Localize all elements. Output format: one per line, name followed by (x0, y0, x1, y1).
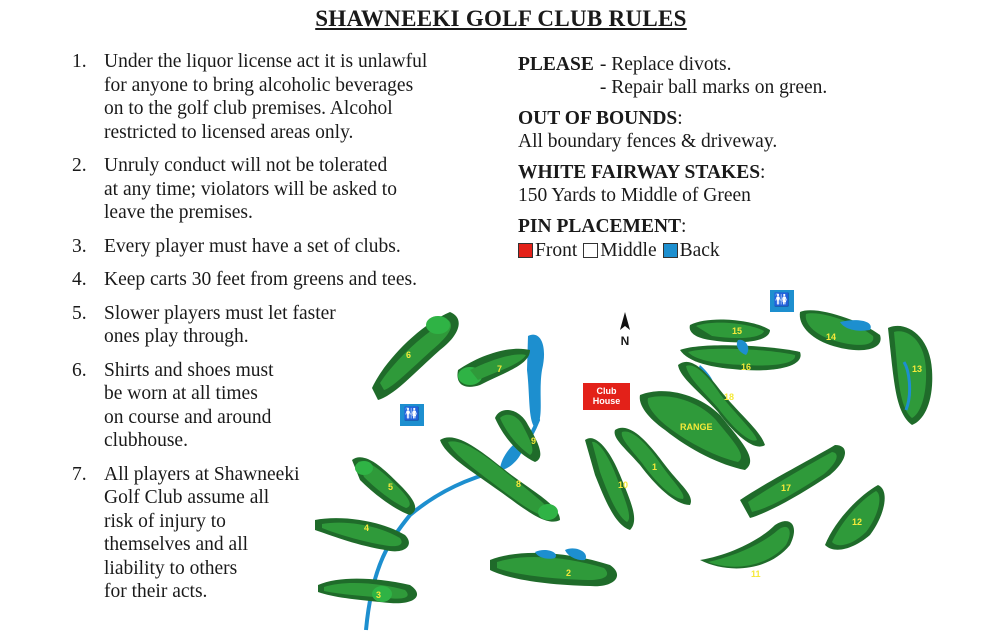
stakes-section: WHITE FAIRWAY STAKES: 150 Yards to Middle of Green (518, 161, 998, 207)
hole-label-8: 8 (516, 479, 522, 489)
range-label: RANGE (680, 422, 713, 432)
rule-number: 7. (72, 463, 87, 485)
hole-label-12: 12 (852, 517, 863, 527)
stakes-text: 150 Yards to Middle of Green (518, 185, 751, 206)
rule-text: Slower players must let faster ones play through. (104, 302, 336, 347)
rule-number: 4. (72, 269, 87, 290)
hole-2 (490, 548, 617, 586)
hole-label-6: 6 (406, 350, 412, 360)
hole-14 (800, 310, 881, 350)
hole-5 (352, 457, 415, 515)
hole-13 (888, 326, 932, 425)
rule-text: Every player must have a set of clubs. (104, 235, 401, 257)
out-of-bounds-text: All boundary fences & driveway. (518, 131, 778, 152)
page-title: SHAWNEEKI GOLF CLUB RULES (315, 6, 687, 31)
restroom-icon: 🚻 (400, 404, 424, 426)
hole-3 (318, 579, 417, 604)
pond-9 (527, 335, 544, 428)
rule-number: 6. (72, 359, 87, 381)
hole-label-15: 15 (732, 326, 743, 336)
hole-15 (690, 320, 770, 343)
hole-7 (457, 349, 530, 387)
please-lines: - Replace divots. - Repair ball marks on green. (599, 54, 828, 98)
hole-label-5: 5 (388, 482, 394, 492)
pin-section: PIN PLACEMENT: Front Middle Back (518, 215, 998, 262)
hole-label-17: 17 (781, 483, 792, 493)
hole-label-13: 13 (912, 364, 923, 374)
rule-number: 2. (72, 155, 87, 176)
rule-text: Keep carts 30 feet from greens and tees. (104, 269, 417, 290)
rule-text: Shirts and shoes must be worn at all times on course and around clubhouse. (104, 359, 274, 451)
please-heading: PLEASE (518, 54, 594, 75)
hole-label-10: 10 (618, 480, 629, 490)
hole-label-16: 16 (741, 362, 752, 372)
stakes-heading: WHITE FAIRWAY STAKES (518, 162, 761, 183)
hole-17 (740, 445, 845, 518)
legend-back-label: Back (679, 240, 720, 261)
rule-number: 1. (72, 51, 87, 72)
hole-8 (440, 437, 560, 521)
hole-label-7: 7 (497, 364, 503, 374)
pin-heading: PIN PLACEMENT (518, 216, 682, 237)
restroom-icon: 🚻 (770, 290, 794, 312)
hole-label-14: 14 (826, 332, 837, 342)
hole-4 (315, 518, 409, 551)
hole-label-18: 18 (724, 392, 735, 402)
north-label: N (620, 334, 630, 348)
hole-6 (372, 312, 459, 400)
clubhouse-marker: Club House (583, 383, 630, 410)
north-arrow-icon (620, 312, 630, 330)
hole-label-11: 11 (751, 569, 761, 579)
rule-number: 5. (72, 302, 87, 324)
hole-label-3: 3 (376, 590, 382, 600)
hole-label-2: 2 (566, 568, 572, 578)
legend-middle-label: Middle (600, 240, 657, 261)
legend-front-label: Front (535, 240, 578, 261)
out-of-bounds-section: OUT OF BOUNDS: All boundary fences & driveway. (518, 107, 998, 153)
hole-11 (700, 521, 794, 568)
rule-text: Unruly conduct will not be tolerated at any time; violators will be asked to leave the premises. (104, 155, 397, 223)
hole-label-1: 1 (652, 462, 658, 472)
rule-text: Under the liquor license act it is unlawful for anyone to bring alcoholic beverages on to the golf club premises. Alcohol restricted to licensed areas only. (104, 51, 428, 143)
hole-label-4: 4 (364, 523, 370, 533)
rule-text: All players at Shawneeki Golf Club assume all risk of injury to themselves and all liability to others for their acts. (104, 463, 300, 602)
out-of-bounds-heading: OUT OF BOUNDS (518, 108, 678, 129)
rule-number: 3. (72, 235, 87, 257)
hole-label-9: 9 (531, 436, 537, 446)
